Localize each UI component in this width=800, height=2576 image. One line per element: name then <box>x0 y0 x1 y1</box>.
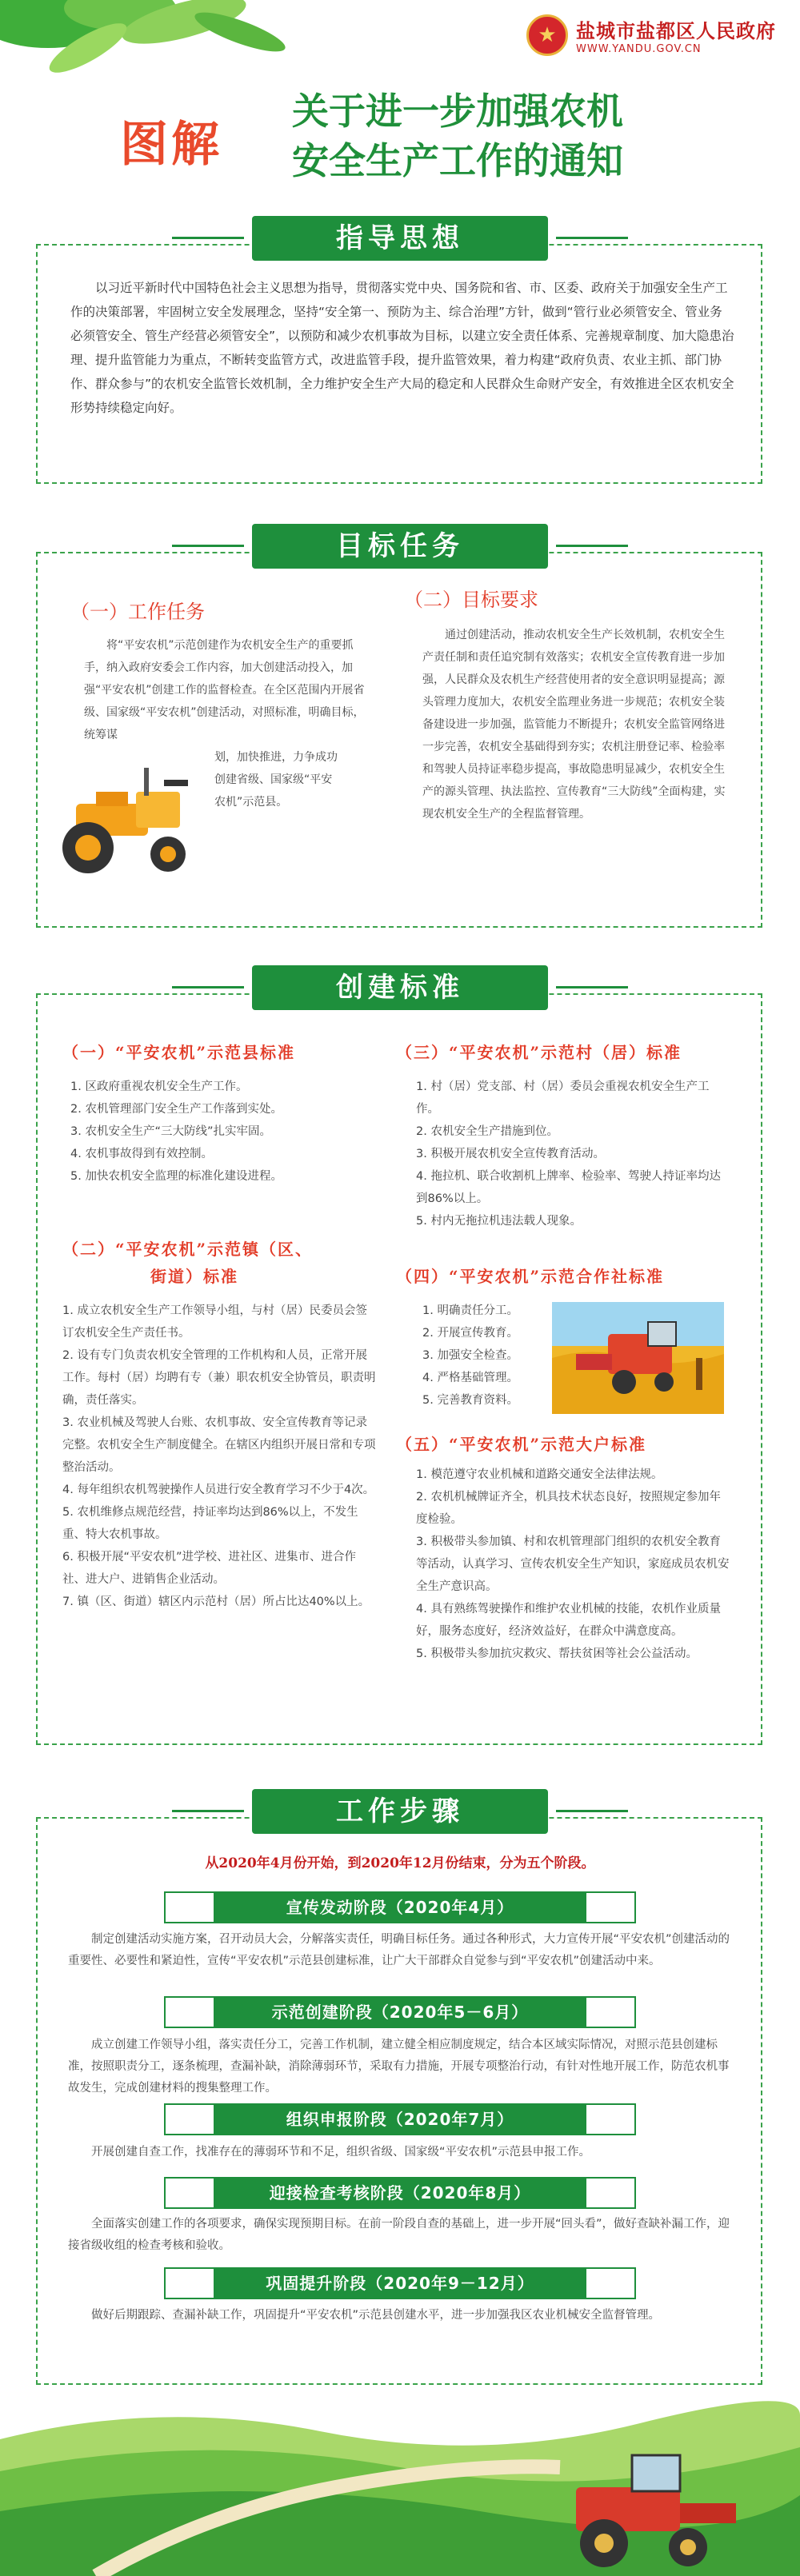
leaf-decoration <box>0 0 304 88</box>
stage-3-text: 开展创建自查工作，找准存在的薄弱环节和不足，组织省级、国家级“平安农机”示范县申报工作。 <box>91 2146 591 2159</box>
list-item: 3. 积极开展农机安全宣传教育活动。 <box>416 1148 605 1160</box>
targets-heading: 目标任务 <box>252 524 548 569</box>
list-item: 4. 具有熟练驾驶操作和维护农业机械的技能，农机作业质量好，服务态度好，经济效益好，在群众中满意度高。 <box>416 1603 721 1638</box>
list-item: 6. 积极开展“平安农机”进学校、进社区、进集市、进合作社、进大户、进销售企业活动。 <box>62 1551 356 1586</box>
stage-5-title: 巩固提升阶段（2020年9－12月） <box>214 2269 586 2298</box>
list-item: 5. 积极带头参加抗灾救灾、帮扶贫困等社会公益活动。 <box>416 1647 698 1660</box>
landscape-decoration <box>0 2391 800 2576</box>
government-logo <box>526 14 776 56</box>
tujie-label: 图解 <box>120 117 222 173</box>
list-item: 2. 农机管理部门安全生产工作落到实处。 <box>70 1103 282 1116</box>
coop-standard-title: （四）“平安农机”示范合作社标准 <box>396 1267 665 1286</box>
standards-heading: 创建标准 <box>252 965 548 1010</box>
task-text: 将“平安农机”示范创建作为农机安全生产的重要抓手，纳入政府安委会工作内容，加大创建活动投入，加强“平安农机”创建工作的监督检查。在全区范围内开展省级、国家级“平安农机”创建活动，对照标准，明确目标，统筹谋 <box>84 639 365 741</box>
list-item: 4. 拖拉机、联合收割机上牌率、检验率、驾驶人持证率均达到86%以上。 <box>416 1170 721 1205</box>
list-item: 1. 成立农机安全生产工作领导小组，与村（居）民委员会签订农机安全生产责任书。 <box>62 1304 367 1340</box>
town-standard-list <box>62 1300 378 1613</box>
town-standard-title <box>62 1236 313 1290</box>
list-item: 7. 镇（区、街道）辖区内示范村（居）所占比达40%以上。 <box>62 1596 370 1608</box>
task-text-tail-2: 创建省级、国家级“平安 <box>214 773 333 786</box>
requirement-text: 通过创建活动，推动农机安全生产长效机制，农机安全生产责任制和责任追究制有效落实；农机安全宣传教育进一步加强，人民群众及农机生产经营使用者的安全意识明显提高；源头管理力度加大，农机安全监理业务进一步规范；农机安全装备建设进一步加强，监管能力不断提升；农机安全监管网络进一步完善，农机安全基础得到夯实；农机注册登记率、检验率和驾驶人员持证率稳步提高，事故隐患明显减少，农机安全生产的源头管理、执法监控、宣传教育“三大防线”全面构建，实现农机安全生产的全程监督管理。 <box>422 629 726 821</box>
list-item: 5. 加快农机安全监理的标准化建设进程。 <box>70 1170 282 1183</box>
town-title-line-1: （二）“平安农机”示范镇（区、 <box>62 1240 314 1259</box>
stage-2-title: 示范创建阶段（2020年5－6月） <box>214 1998 586 2027</box>
list-item: 2. 开展宣传教育。 <box>422 1327 518 1340</box>
list-item: 1. 明确责任分工。 <box>422 1304 518 1317</box>
list-item: 1. 区政府重视农机安全生产工作。 <box>70 1080 248 1093</box>
village-standard-list <box>416 1076 732 1232</box>
list-item: 4. 严格基础管理。 <box>422 1372 518 1384</box>
stage-1-bar <box>164 1891 636 1923</box>
stage-3-title: 组织申报阶段（2020年7月） <box>214 2105 586 2134</box>
national-emblem-icon: ★ <box>526 14 568 56</box>
list-item: 1. 模范遵守农业机械和道路交通安全法律法规。 <box>416 1468 663 1481</box>
stage-2-bar <box>164 1996 636 2028</box>
village-standard-title: （三）“平安农机”示范村（居）标准 <box>396 1043 682 1062</box>
title-line-2: 安全生产工作的通知 <box>292 139 623 182</box>
list-item: 3. 农业机械及驾驶人台账、农机事故、安全宣传教育等记录完整。农机安全生产制度健全。在辖区内组织开展日常和专项整治活动。 <box>62 1416 376 1474</box>
title-text <box>292 86 623 186</box>
org-url: WWW.YANDU.GOV.CN <box>576 43 702 55</box>
stage-4-text: 全面落实创建工作的各项要求，确保实现预期目标。在前一阶段自查的基础上，进一步开展“回头看”，做好查缺补漏工作，迎接省级收组的检查考核和验收。 <box>68 2218 730 2252</box>
page-title <box>120 86 696 198</box>
list-item: 2. 农机机械牌证齐全，机具技术状态良好，按照规定参加年度检验。 <box>416 1491 721 1526</box>
list-item: 3. 农机安全生产“三大防线”扎实牢固。 <box>70 1125 271 1138</box>
guiding-text: 以习近平新时代中国特色社会主义思想为指导，贯彻落实党中央、国务院和省、市、区委、政府关于加强安全生产工作的决策部署，牢固树立安全发展理念，坚持“安全第一、预防为主、综合治理”方针，做到“管行业必须管安全、管业务必须管安全、管生产经营必须管安全”，以预防和减少农机事故为目标，以建立安全责任体系、完善规章制度、加大隐患治理、提升监管能力为重点，不断转变监管方式，改进监管手段，提升监管效果，着力构建“政府负责、农业主抓、部门协作、群众参与”的农机安全监管长效机制，全力维护安全生产大局的稳定和人民群众生命财产安全，有效推进全区农机安全形势持续稳定向好。 <box>70 281 734 415</box>
task-text-tail-3: 农机”示范县。 <box>214 796 288 809</box>
tractor-illustration <box>48 760 208 880</box>
stage-5-bar <box>164 2267 636 2299</box>
list-item: 2. 设有专门负责农机安全管理的工作机构和人员，正常开展工作。每村（居）均聘有专（兼）职农机安全协管员，职责明确，责任落实。 <box>62 1349 376 1407</box>
list-item: 5. 完善教育资料。 <box>422 1394 518 1407</box>
stage-4-title: 迎接检查考核阶段（2020年8月） <box>214 2179 586 2207</box>
household-standard-title: （五）“平安农机”示范大户标准 <box>396 1435 647 1454</box>
stage-1-text: 制定创建活动实施方案，召开动员大会，分解落实责任，明确目标任务。通过各种形式，大力宣传开展“平安农机”创建活动的重要性、必要性和紧迫性，宣传“平安农机”示范县创建标准，让广大干部群众自觉参与到“平安农机”创建活动中来。 <box>68 1933 730 1967</box>
coop-standard-list <box>422 1300 542 1412</box>
list-item: 4. 每年组织农机驾驶操作人员进行安全教育学习不少于4次。 <box>62 1484 375 1496</box>
stage-4-bar <box>164 2177 636 2209</box>
org-name: 盐城市盐都区人民政府 <box>576 20 776 42</box>
list-item: 3. 加强安全检查。 <box>422 1349 518 1362</box>
list-item: 5. 村内无拖拉机违法载人现象。 <box>416 1215 582 1228</box>
stage-2-text: 成立创建工作领导小组，落实责任分工，完善工作机制，建立健全相应制度规定，结合本区域实际情况，对照示范县创建标准，按照职责分工，逐条梳理，查漏补缺，消除薄弱环节，采取有力措施，开展专项整治行动，有针对性地开展工作，防范农机事故发生，完成创建材料的搜集整理工作。 <box>68 2039 730 2095</box>
county-standard-title: （一）“平安农机”示范县标准 <box>62 1043 296 1062</box>
list-item: 3. 积极带头参加镇、村和农机管理部门组织的农机安全教育等活动，认真学习、宣传农机安全生产知识，家庭成员农机安全生产意识高。 <box>416 1536 730 1593</box>
stage-3-bar <box>164 2103 636 2135</box>
guiding-heading: 指导思想 <box>252 216 548 261</box>
town-title-line-2: 街道）标准 <box>150 1267 238 1286</box>
task-text-tail <box>214 746 374 813</box>
stage-1-title: 宣传发动阶段（2020年4月） <box>214 1893 586 1922</box>
title-line-1: 关于进一步加强农机 <box>292 90 623 133</box>
task-title: （一）工作任务 <box>70 601 205 623</box>
list-item: 5. 农机维修点规范经营，持证率均达到86%以上，不发生重、特大农机事故。 <box>62 1506 358 1541</box>
steps-heading: 工作步骤 <box>252 1789 548 1834</box>
requirement-title: （二）目标要求 <box>404 589 538 611</box>
stage-5-text: 做好后期跟踪、查漏补缺工作，巩固提升“平安农机”示范县创建水平，进一步加强我区农业机械安全监督管理。 <box>91 2309 661 2322</box>
county-standard-list <box>70 1076 374 1188</box>
harvest-illustration <box>552 1302 724 1414</box>
list-item: 4. 农机事故得到有效控制。 <box>70 1148 213 1160</box>
list-item: 2. 农机安全生产措施到位。 <box>416 1125 558 1138</box>
task-text-tail-1: 划，加快推进，力争成功 <box>214 751 338 764</box>
list-item: 1. 村（居）党支部、村（居）委员会重视农机安全生产工作。 <box>416 1080 710 1116</box>
steps-intro: 从2020年4月份开始，到2020年12月份结束，分为五个阶段。 <box>205 1855 595 1871</box>
household-standard-list <box>416 1464 732 1665</box>
